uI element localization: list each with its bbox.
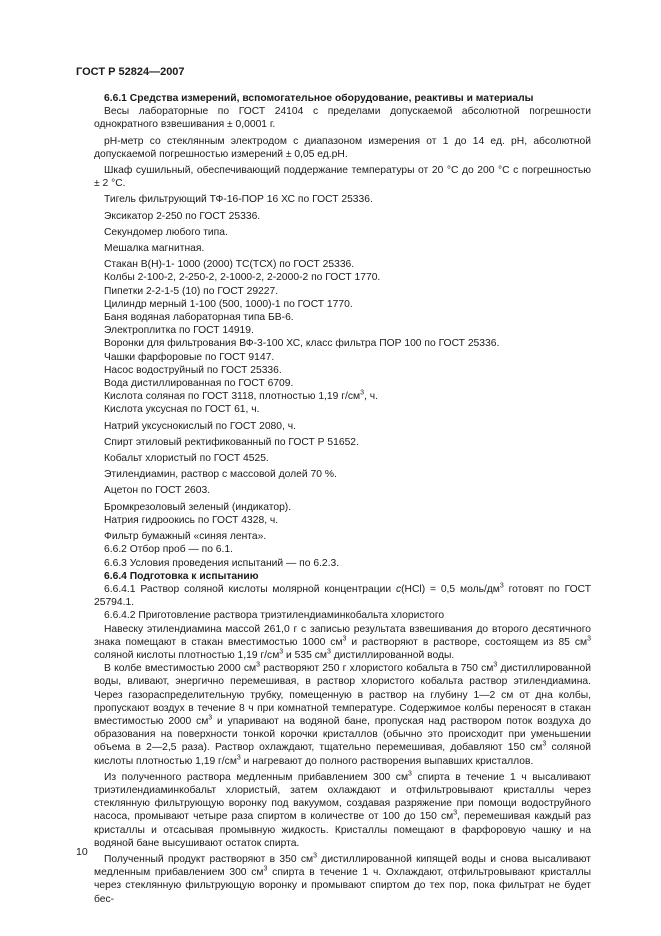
- text-run: и нагревают до полного растворения выпавших кристаллов.: [240, 755, 534, 767]
- equipment-item: Кобальт хлористый по ГОСТ 4525.: [104, 453, 269, 465]
- equipment-item: Секундомер любого типа.: [104, 226, 228, 238]
- subsection-663: 6.6.3 Условия проведения испытаний — по 6.2.3.: [104, 557, 340, 569]
- superscript: 3: [542, 740, 547, 748]
- equipment-item: Насос водоструйный по ГОСТ 25336.: [104, 364, 282, 376]
- text-run: Полученный продукт растворяют в 350 см: [104, 853, 314, 865]
- superscript: 3: [408, 770, 412, 778]
- superscript: 3: [587, 635, 591, 643]
- superscript: 3: [453, 809, 458, 817]
- text-run: дистиллированной воды, вливают, энергично перемешивая, в раствор хлористого кобальта раствор этилендиамина. Через газораспределительную трубку, помещенную в раствор на глубину 1—2 см от дна колбы, пропускают воздух в течение 8 ч при комнатной температуре. Содержимое колбы переносят в стакан вместимостью 2000 см: [94, 663, 591, 727]
- text-run: , ч.: [363, 391, 378, 403]
- superscript: 3: [499, 582, 504, 590]
- superscript: 3: [313, 852, 318, 860]
- text-run: и упаривают на водяной бане, пропуская над раствором поток воздуха до образования на поверхности тонкой корочки кристаллов (обычно это происходит при уменьшении объема в 2—2,5 раза). Раствор охлаждают, тщательно перемешивая, добавляют 150 см: [94, 715, 591, 754]
- paragraph-oven: Шкаф сушильный, обеспечивающий поддержание температуры от 20 °С до 200 °С с погрешностью ± 2 °С.: [94, 165, 591, 190]
- text-run: Кислота соляная по ГОСТ 3118, плотностью 1,19 г/см: [104, 391, 361, 403]
- text-run: 6.6.4.1 Раствор соляной кислоты молярной концентрации: [104, 583, 396, 595]
- equipment-item: Вода дистиллированная по ГОСТ 6709.: [104, 378, 294, 390]
- superscript: 3: [208, 714, 213, 722]
- page-number: 10: [76, 846, 88, 858]
- equipment-item: Электроплитка по ГОСТ 14919.: [104, 325, 254, 337]
- superscript: 3: [493, 661, 498, 669]
- equipment-item: Воронки для фильтрования ВФ-3-100 ХС, класс фильтра ПОР 100 по ГОСТ 25336.: [104, 338, 500, 350]
- text-run: В колбе вместимостью 2000 см: [104, 663, 257, 675]
- equipment-item: Цилиндр мерный 1-100 (500, 1000)-1 по ГОСТ 1770.: [104, 298, 353, 310]
- section-heading-664: 6.6.4 Подготовка к испытанию: [104, 570, 259, 582]
- text-run: дистиллированной кипящей воды и снова высаливают медленным прибавлением 300 см: [94, 853, 591, 879]
- text-run: , перемешивая каждый раз кристаллы и отсасывая промывную жидкость. Кристаллы помещают в фарфоровую чашку и на водяной бане высушивают остаток спирта.: [94, 811, 591, 849]
- equipment-item-hcl: [104, 390, 591, 403]
- text-run: растворяют 250 г хлористого кобальта в 750 см: [260, 663, 494, 675]
- paragraph-ph-meter: pH-метр со стеклянным электродом с диапазоном измерения от 1 до 14 ед. pH, абсолютной допускаемой погрешностью измерений ± 0,05 ед.pH.: [94, 135, 591, 160]
- equipment-item: Колбы 2-100-2, 2-250-2, 2-1000-2, 2-2000-2 по ГОСТ 1770.: [104, 272, 381, 284]
- text-run: и 535 см: [283, 649, 327, 661]
- equipment-item: Бромкрезоловый зеленый (индикатор).: [104, 501, 292, 513]
- equipment-item: Мешалка магнитная.: [104, 243, 205, 255]
- equipment-item: Спирт этиловый ректификованный по ГОСТ Р 51652.: [104, 436, 359, 448]
- equipment-item: Эксикатор 2-250 по ГОСТ 25336.: [104, 210, 261, 222]
- equipment-item: Стакан В(Н)-1- 1000 (2000) ТС(ТСХ) по ГОСТ 25336.: [104, 259, 355, 271]
- document-header: ГОСТ Р 52824—2007: [76, 66, 185, 78]
- text-run: соляной кислоты плотностью 1,19 г/см: [94, 649, 280, 661]
- equipment-item: Тигель фильтрующий ТФ-16-ПОР 16 ХС по ГОСТ 25336.: [104, 194, 373, 206]
- subsection-662: 6.6.2 Отбор проб — по 6.1.: [104, 544, 233, 556]
- paragraph-scales: Весы лабораторные по ГОСТ 24104 с пределами допускаемой абсолютной погрешности однократного взвешивания ± 0,0001 г.: [94, 106, 591, 131]
- text-run: (HCl) = 0,5 моль/дм: [401, 583, 500, 595]
- text-run: Из полученного раствора медленным прибавлением 300 см: [104, 771, 409, 783]
- text-run: готовят по ГОСТ 25794.1.: [94, 583, 592, 609]
- equipment-item: Этилендиамин, раствор с массовой долей 70 %.: [104, 469, 337, 481]
- equipment-item: Кислота уксусная по ГОСТ 61, ч.: [104, 404, 260, 416]
- superscript: 3: [236, 754, 241, 762]
- equipment-item: Натрия гидроокись по ГОСТ 4328, ч.: [104, 514, 279, 526]
- superscript: 3: [326, 648, 331, 656]
- equipment-item: Фильтр бумажный «синяя лента».: [104, 531, 267, 543]
- superscript: 3: [279, 648, 284, 656]
- section-heading-661: 6.6.1 Средства измерений, вспомогательное оборудование, реактивы и материалы: [104, 93, 534, 104]
- superscript: 3: [256, 661, 261, 669]
- paragraph-6642: 6.6.4.2 Приготовление раствора триэтилендиаминкобальта хлористого: [104, 610, 445, 622]
- paragraph-redissolve: [94, 853, 591, 906]
- equipment-item: Ацетон по ГОСТ 2603.: [104, 485, 211, 497]
- italic-c: c: [395, 583, 402, 595]
- text-run: и растворяют в растворе, состоящем из 85 см: [346, 636, 588, 648]
- text-run: Навеску этилендиамина массой 261,0 г с записью результата взвешивания до второго десятичного знака помещают в стакан вместимостью 1000 см: [94, 623, 591, 648]
- superscript: 3: [360, 389, 364, 397]
- equipment-item: Чашки фарфоровые по ГОСТ 9147.: [104, 351, 275, 363]
- text-run: спирта в течение 1 ч. Охлаждают, отфильтровывают кристаллы через стеклянную фильтрующую воронку и промывают спиртом до тех пор, пока фильтрат не будет бес-: [94, 867, 591, 905]
- equipment-item: Натрий уксуснокислый по ГОСТ 2080, ч.: [104, 420, 296, 432]
- equipment-item: Пипетки 2-2-1-5 (10) по ГОСТ 29227.: [104, 285, 279, 297]
- superscript: 3: [263, 865, 268, 873]
- paragraph-salting-out: [94, 771, 591, 850]
- text-run: соляной кислоты плотностью 1,19 г/см: [94, 742, 592, 767]
- paragraph-6641: [94, 583, 591, 609]
- text-run: спирта в течение 1 ч высаливают триэтилендиаминкобальт хлористый, затем охлаждают и отфильтровывают кристаллы через стеклянную фильтрующую воронку под вакуумом, создавая разряжение при помощи водоструйного насоса, промывают четыре раза спиртом в количестве от 100 до 150 см: [94, 771, 592, 823]
- text-run: дистиллированной воды.: [330, 649, 455, 661]
- paragraph-cobalt: [94, 662, 591, 768]
- document-body: [94, 92, 591, 906]
- equipment-item: Баня водяная лабораторная типа БВ-6.: [104, 312, 294, 324]
- paragraph-ethylenediamine: [94, 623, 591, 663]
- superscript: 3: [342, 635, 347, 643]
